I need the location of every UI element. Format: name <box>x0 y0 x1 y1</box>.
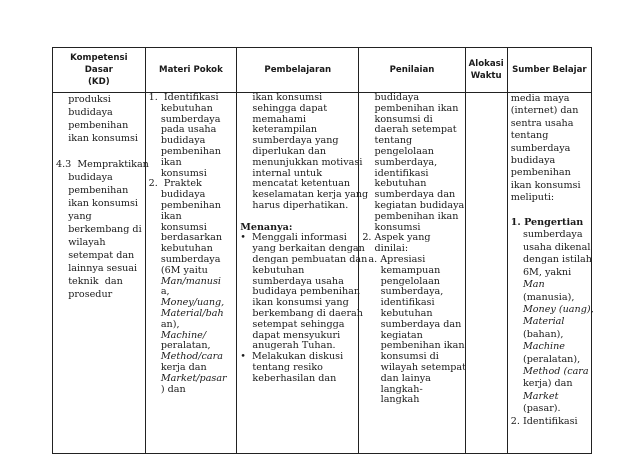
cell-line: pembenihan ikan <box>362 340 465 352</box>
cell-line: lainnya sesuai <box>56 263 138 274</box>
cell-line: budidaya <box>148 135 206 147</box>
cell-line: berkembang di <box>56 224 142 235</box>
cell-line <box>511 205 588 217</box>
cell-line: • Menggali informasi <box>240 232 347 244</box>
cell-line: (bahan), <box>510 328 564 340</box>
cell-line: a, <box>148 286 170 298</box>
cell-line: pembenihan <box>510 167 571 179</box>
cell-line: media maya <box>510 93 570 104</box>
cell-line: 2. Praktek <box>148 178 202 190</box>
cell-line: usaha dikenal <box>510 241 591 253</box>
cell-line: budidaya pembenihan <box>240 286 361 298</box>
cell-line: wilayah <box>56 237 106 248</box>
cell-line: pembenihan <box>148 145 221 157</box>
cell-line: budidaya <box>510 155 556 167</box>
cell-line: • Melakukan diskusi <box>240 351 344 363</box>
cell-line: ) dan <box>148 383 186 395</box>
cell-line: Material/bah <box>148 307 224 319</box>
cell-line: 2. Identifikasi <box>510 415 578 427</box>
cell-line: konsumsi di <box>362 351 439 363</box>
cell-line: sentra usaha <box>510 117 574 129</box>
cell-line: produksi <box>56 94 111 105</box>
cell-line: anugerah Tuhan. <box>240 340 336 352</box>
cell-line: mencatat ketentuan <box>240 178 351 190</box>
cell-line: Market <box>510 390 559 402</box>
cell-line: keselamatan kerja yang <box>240 189 369 201</box>
cell-line: ikan <box>148 156 182 168</box>
cell-line: harus diperhatikan. <box>240 199 349 211</box>
cell-line: sumberdaya dan <box>362 318 462 330</box>
cell-line: sumberdaya, <box>362 286 444 298</box>
cell-line: konsumsi di <box>362 113 433 125</box>
cell-line: yang <box>56 211 92 222</box>
content-row <box>53 93 592 454</box>
cell-line: (peralatan), <box>510 353 581 365</box>
cell-line: Menanya: <box>240 221 293 233</box>
cell-line: sumberdaya dan <box>362 189 456 201</box>
cell-line: sumberdaya <box>148 253 221 265</box>
cell-line: peralatan, <box>148 340 211 352</box>
cell-line: dan lainya <box>362 372 431 384</box>
cell-line: diperlukan dan <box>240 145 327 157</box>
cell-line: sumberdaya usaha <box>240 275 344 287</box>
cell-line: Money (uang), <box>510 303 594 315</box>
cell-line: pembenihan ikan <box>362 102 459 114</box>
cell-line: dapat mensyukuri <box>240 329 341 341</box>
cell-line: an), <box>148 318 180 330</box>
cell-line: meliputi: <box>510 192 555 204</box>
cell-line: setempat sehingga <box>240 318 345 330</box>
cell-line: keterampilan <box>240 124 318 136</box>
cell-line: 1. Identifikasi <box>148 92 219 103</box>
cell-materi <box>145 93 237 454</box>
cell-line: Method/cara <box>148 351 223 363</box>
cell-line: identifikasi <box>362 167 429 179</box>
cell-line: kebutuhan <box>362 307 433 319</box>
cell-line: pembenihan <box>56 120 129 131</box>
cell-line: berdasarkan <box>148 232 223 244</box>
cell-line: konsumsi <box>148 167 207 179</box>
cell-line: budidaya <box>56 107 113 118</box>
cell-line: kegiatan <box>362 329 423 341</box>
cell-line: sumberdaya <box>510 229 583 241</box>
cell-line: kerja dan <box>148 361 207 373</box>
cell-line: ikan konsumsi <box>56 133 138 144</box>
cell-line: ikan <box>148 210 182 222</box>
cell-line: ikan konsumsi yang <box>240 297 349 309</box>
cell-alokasi <box>465 93 507 454</box>
cell-line: budidaya <box>362 92 420 103</box>
cell-line: keberhasilan dan <box>240 372 337 384</box>
cell-line: kebutuhan <box>148 243 213 255</box>
cell-line: setempat dan <box>56 250 135 261</box>
header-penilaian: Penilaian <box>359 48 465 93</box>
cell-line: pada usaha <box>148 124 217 136</box>
cell-line: Method (cara <box>510 365 589 377</box>
cell-line: tentang <box>510 130 549 142</box>
cell-line <box>240 212 355 223</box>
cell-line: sumberdaya <box>510 142 571 154</box>
cell-line: identifikasi <box>362 297 435 309</box>
cell-line: langkah <box>362 394 420 406</box>
cell-line: dengan istilah <box>510 254 592 266</box>
cell-line: Machine <box>510 341 565 353</box>
cell-line: sehingga dapat <box>240 102 328 114</box>
cell-line: konsumsi <box>148 221 207 233</box>
header-kd <box>53 48 146 93</box>
cell-line: sumberdaya yang <box>240 135 339 147</box>
cell-line: (6M yaitu <box>148 264 208 276</box>
cell-line: langkah- <box>362 383 423 395</box>
cell-line: budidaya <box>56 172 113 183</box>
cell-sumber <box>507 93 594 454</box>
cell-line: teknik dan <box>56 276 123 287</box>
cell-kd <box>53 93 149 454</box>
cell-line: ikan konsumsi <box>510 179 581 191</box>
cell-line: berkembang di daerah <box>240 307 363 319</box>
header-kd-line1: Kompetensi Dasar <box>70 53 128 75</box>
cell-line: Material <box>510 316 565 328</box>
cell-line: 1. Pengertian <box>510 217 584 229</box>
cell-line: pengelolaan <box>362 145 434 157</box>
rpp-table <box>52 47 592 454</box>
cell-line: pembenihan <box>56 185 129 196</box>
cell-line: dengan pembuatan dan <box>240 253 368 265</box>
header-materi: Materi Pokok <box>145 48 237 93</box>
cell-line: ikan konsumsi <box>240 92 323 103</box>
cell-line: menunjukkan motivasi <box>240 156 363 168</box>
cell-line: pengelolaan <box>362 275 440 287</box>
cell-line: (internet) dan <box>510 105 579 117</box>
cell-line: kemampuan <box>362 264 441 276</box>
cell-line: kebutuhan <box>148 102 213 114</box>
cell-line: wilayah setempat <box>362 361 467 373</box>
cell-line: budidaya <box>148 189 206 201</box>
cell-line: memahami <box>240 113 307 125</box>
cell-line: tentang <box>362 135 413 147</box>
cell-line: 4.3 Mempraktikan <box>56 159 149 170</box>
cell-line: sumberdaya <box>148 113 221 125</box>
cell-pembelajaran <box>237 92 369 454</box>
cell-line: (pasar). <box>510 403 561 415</box>
cell-line: Market/pasar <box>148 372 227 384</box>
cell-line: kebutuhan <box>362 178 427 190</box>
header-alokasi-line1: Alokasi <box>468 59 504 69</box>
header-sumber: Sumber Belajar <box>507 48 591 93</box>
cell-line: Money/uang, <box>148 297 225 309</box>
cell-line <box>56 145 142 158</box>
cell-line: Man/manusi <box>148 275 221 287</box>
cell-line: dinilai: <box>362 243 409 255</box>
cell-line: kegiatan budidaya <box>362 199 465 211</box>
cell-line: daerah setempat <box>362 124 457 136</box>
header-pembelajaran: Pembelajaran <box>237 48 359 93</box>
cell-line: sumberdaya, <box>362 156 438 168</box>
header-kd-line2: (KD) <box>87 77 110 87</box>
cell-line: konsumsi <box>362 221 421 233</box>
cell-line: Machine/ <box>148 329 207 341</box>
cell-line: kebutuhan <box>240 264 305 276</box>
cell-line: tentang resiko <box>240 361 323 373</box>
header-alokasi-line2: Waktu <box>470 71 502 81</box>
cell-line: pembenihan <box>148 199 221 211</box>
cell-line: a. Apresiasi <box>362 253 426 265</box>
cell-line: yang berkaitan dengan <box>240 243 365 255</box>
cell-line: 2. Aspek yang <box>362 232 431 244</box>
cell-line: ikan konsumsi <box>56 198 138 209</box>
cell-penilaian <box>359 93 465 454</box>
cell-line: pembenihan ikan <box>362 210 459 222</box>
cell-line: 6M, yakni <box>510 266 572 278</box>
cell-line: Man <box>510 279 545 291</box>
cell-line: (manusia), <box>510 291 575 303</box>
cell-line: kerja) dan <box>510 378 573 390</box>
cell-line: prosedur <box>56 289 113 300</box>
header-alokasi <box>465 48 507 93</box>
cell-line: internal untuk <box>240 167 323 179</box>
header-row <box>53 48 592 93</box>
